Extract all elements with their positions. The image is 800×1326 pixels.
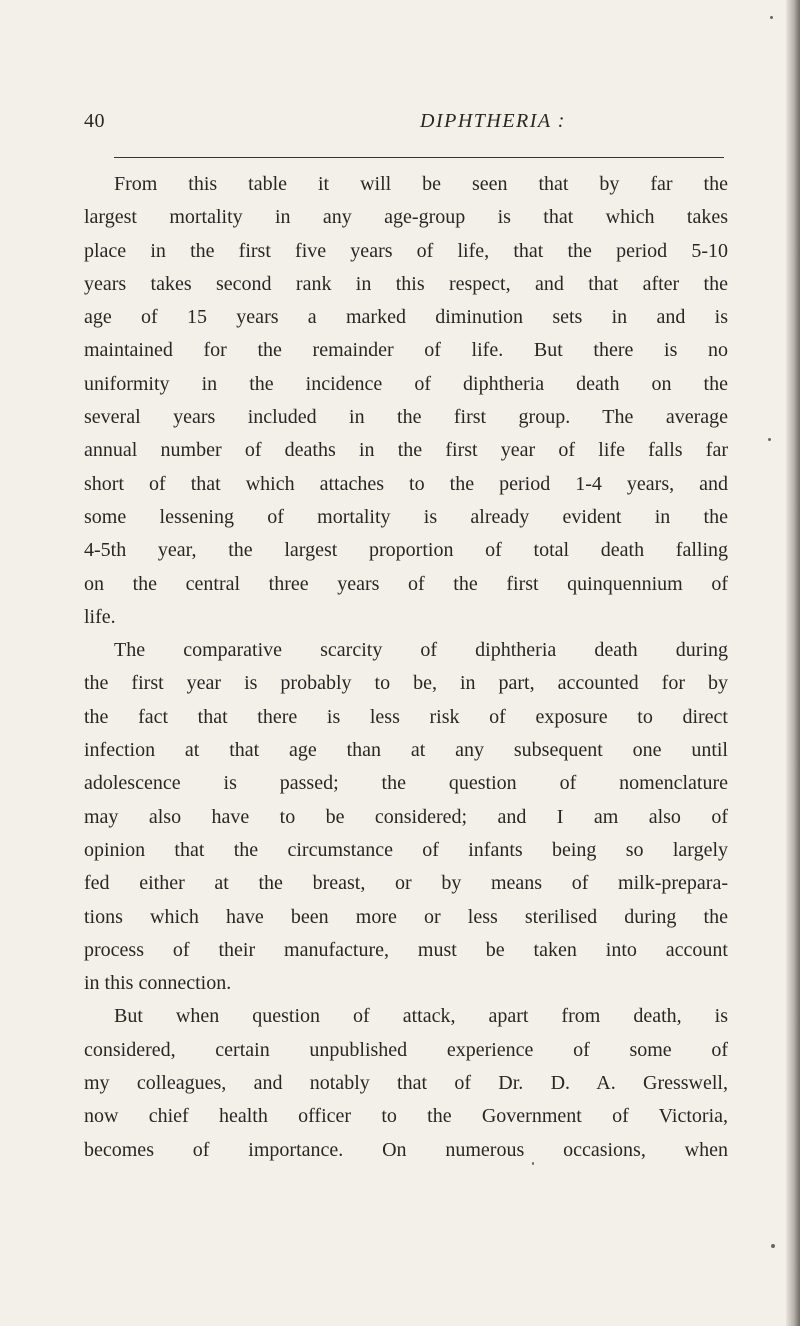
text-line: in this connection. xyxy=(84,972,232,995)
text-line: short of that which attaches to the period 1-4 years, and xyxy=(84,472,728,495)
text-line: fed either at the breast, or by means of milk-prepara- xyxy=(84,872,728,895)
text-line: becomes of importance. On numerous occasions, when xyxy=(84,1138,728,1161)
text-line: tions which have been more or less sterilised during the xyxy=(84,905,728,928)
text-line: The comparative scarcity of diphtheria death during xyxy=(114,639,728,662)
text-line: infection at that age than at any subsequent one until xyxy=(84,739,728,762)
text-line: may also have to be considered; and I am also of xyxy=(84,805,728,828)
paper-speck xyxy=(532,1162,534,1165)
text-line: on the central three years of the first quinquennium of xyxy=(84,572,728,595)
header-rule xyxy=(114,157,724,158)
text-line: uniformity in the incidence of diphtheria death on the xyxy=(84,372,728,395)
text-line: largest mortality in any age-group is that which takes xyxy=(84,206,728,229)
text-line: life. xyxy=(84,605,116,628)
text-line: From this table it will be seen that by far the xyxy=(114,173,728,195)
text-line: adolescence is passed; the question of nomenclature xyxy=(84,772,728,795)
text-line: the fact that there is less risk of exposure to direct xyxy=(84,705,728,728)
text-line: considered, certain unpublished experience of some of xyxy=(84,1038,728,1061)
text-line: But when question of attack, apart from death, is xyxy=(114,1005,728,1028)
page-edge-shadow xyxy=(786,0,800,1326)
text-line: process of their manufacture, must be taken into account xyxy=(84,938,728,961)
page-number: 40 xyxy=(84,110,105,132)
text-line: some lessening of mortality is already evident in the xyxy=(84,505,728,528)
text-line: my colleagues, and notably that of Dr. D. A. Gresswell, xyxy=(84,1072,728,1095)
running-title: DIPHTHERIA : xyxy=(420,110,566,132)
text-line: opinion that the circumstance of infants being so largely xyxy=(84,838,728,861)
text-line: years takes second rank in this respect, and that after the xyxy=(84,272,728,295)
text-line: several years included in the first group. The average xyxy=(84,406,728,429)
text-line: place in the first five years of life, that the period 5-10 xyxy=(84,239,728,262)
text-line: 4-5th year, the largest proportion of total death falling xyxy=(84,539,728,562)
text-line: annual number of deaths in the first year of life falls far xyxy=(84,439,728,462)
text-line: the first year is probably to be, in part, accounted for by xyxy=(84,672,728,695)
page-header xyxy=(84,110,724,140)
text-line: maintained for the remainder of life. But there is no xyxy=(84,339,728,362)
paper-speck xyxy=(771,1244,775,1248)
paper-speck xyxy=(768,438,771,441)
text-line: age of 15 years a marked diminution sets in and is xyxy=(84,306,728,329)
text-line: now chief health officer to the Government of Victoria, xyxy=(84,1105,728,1128)
paper-speck xyxy=(770,16,773,19)
body-text xyxy=(84,168,728,1167)
